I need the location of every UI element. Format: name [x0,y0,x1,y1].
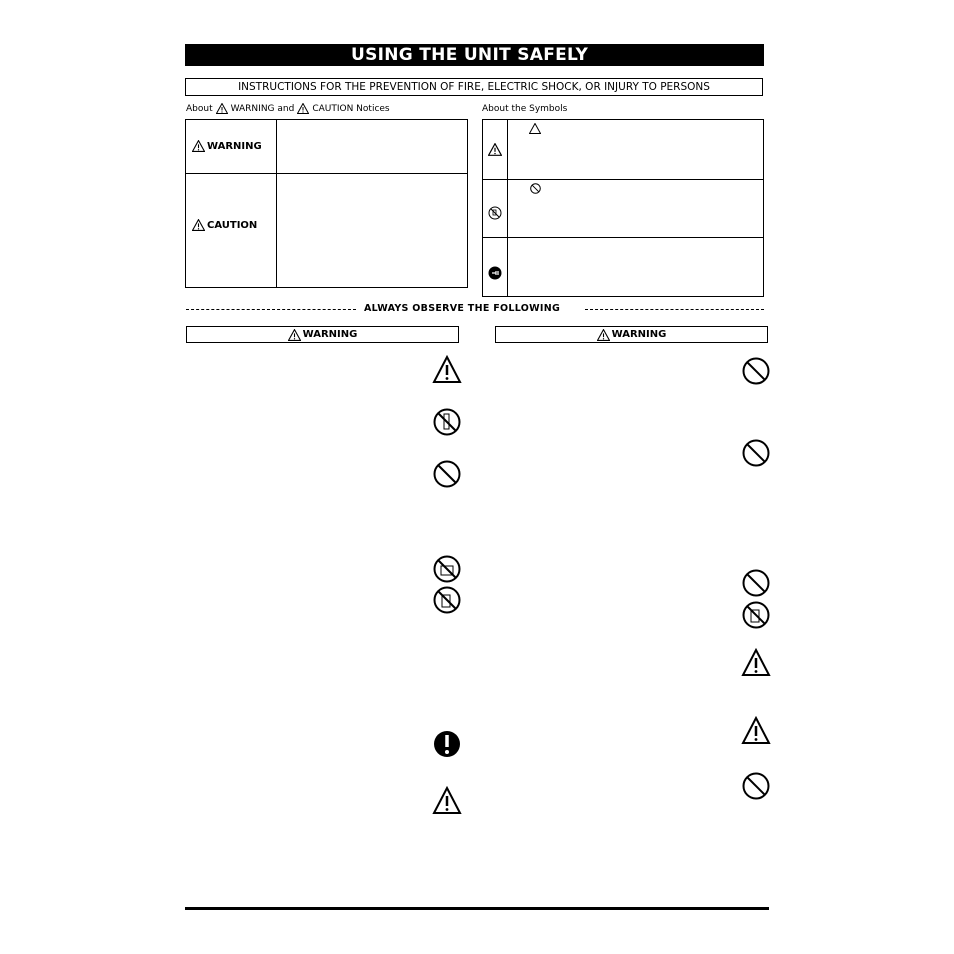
caution-triangle-icon [741,716,771,746]
prohibited-icon [741,568,771,598]
left-warning-header [186,326,459,343]
prohibited-symbol-icon [530,183,541,194]
notices-heading [186,103,390,114]
no-modification-icon [432,554,462,584]
caution-triangle-icon [488,143,502,156]
symbols-table [482,119,764,297]
caution-triangle-icon [741,648,771,678]
warning-triangle-icon [192,140,205,152]
caution-notice-label [192,219,257,231]
caution-triangle-icon [432,786,462,816]
symbols-heading: About the Symbols [482,104,568,114]
no-water-icon [432,585,462,615]
caution-triangle-icon [432,355,462,385]
mandatory-icon [432,729,462,759]
instructions-banner [185,78,763,96]
notices-heading-warning: WARNING and [230,103,295,114]
notices-heading-caution: CAUTION Notices [312,103,390,114]
right-warning-header [495,326,768,343]
prohibited-disassembly-icon [488,206,502,220]
left-warning-text: WARNING [302,329,358,340]
warning-notice-label [192,140,262,152]
notices-table [185,119,468,288]
page-title-text: USING THE UNIT SAFELY [351,45,589,65]
caution-triangle-icon [297,103,309,114]
divider-left [186,309,356,310]
no-water-icon [741,600,771,630]
warning-triangle-icon [216,103,228,114]
unplug-icon [488,266,502,280]
prohibited-icon [741,438,771,468]
notices-heading-prefix: About [186,103,213,114]
caution-notice-text: CAUTION [207,219,258,231]
prohibited-icon [432,459,462,489]
prohibited-icon [741,771,771,801]
right-warning-text: WARNING [611,329,667,340]
divider-right [585,309,764,310]
prohibited-icon [741,356,771,386]
warning-notice-text: WARNING [207,140,262,152]
page-title [185,44,764,66]
triangle-symbol-icon [529,123,541,134]
caution-triangle-icon [192,219,205,231]
warning-triangle-icon [288,329,301,341]
warning-triangle-icon [597,329,610,341]
no-disassembly-icon [432,407,462,437]
always-observe-heading: ALWAYS OBSERVE THE FOLLOWING [364,303,561,314]
footer-rule [185,907,769,910]
instructions-text: INSTRUCTIONS FOR THE PREVENTION OF FIRE, ELECTRIC SHOCK, OR INJURY TO PERSONS [238,81,710,93]
